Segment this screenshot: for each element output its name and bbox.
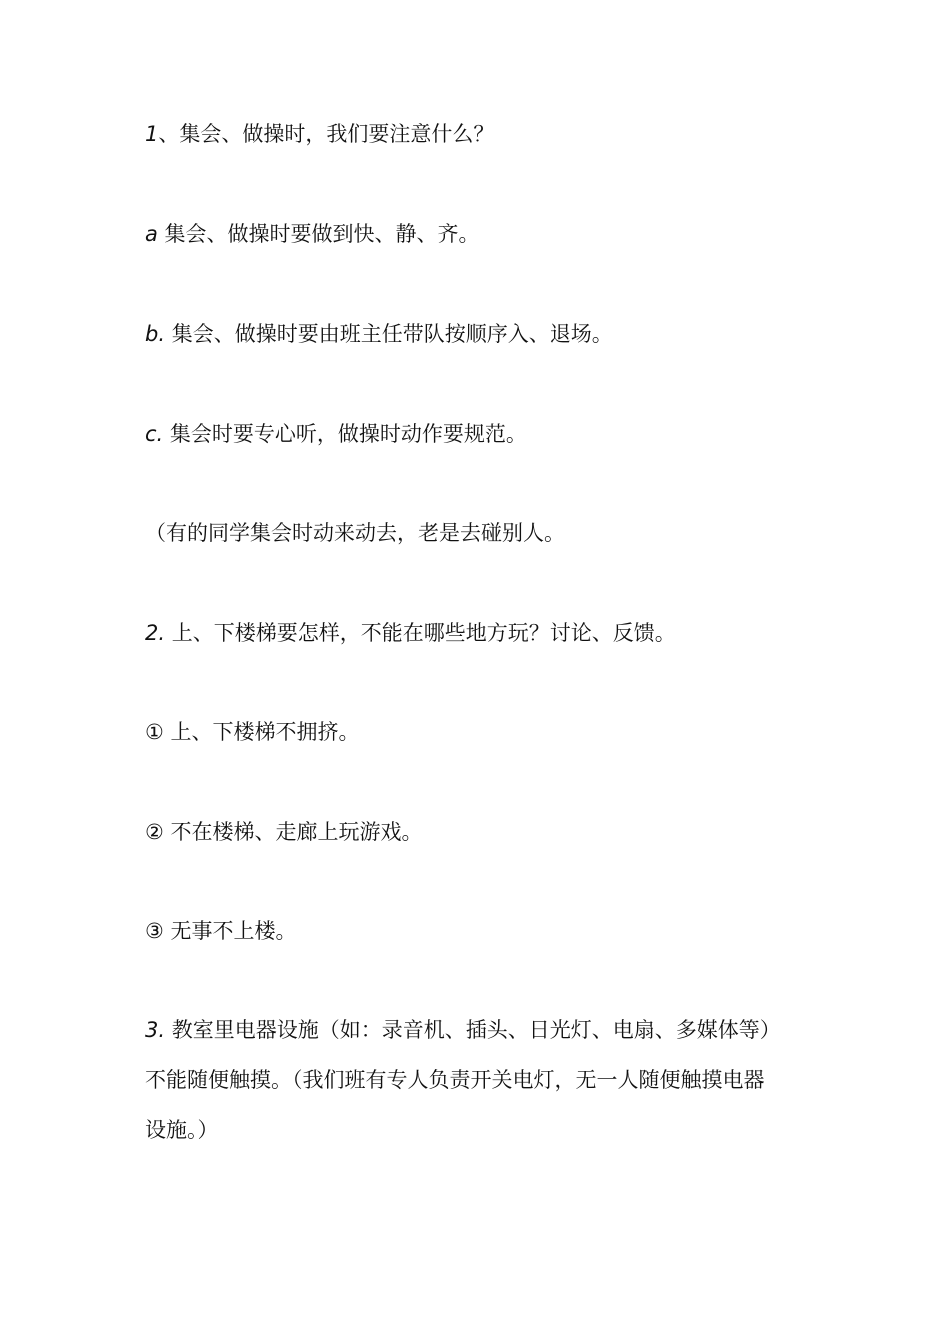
question-2 xyxy=(145,609,845,657)
question-1 xyxy=(145,110,845,158)
answer-b xyxy=(145,310,845,358)
paragraph-line-1 xyxy=(145,1005,845,1055)
list-marker: a xyxy=(145,222,158,246)
line-text: 集会、做操时要做到快、静、齐。 xyxy=(157,222,480,246)
question-3 xyxy=(145,1005,845,1155)
rule-3 xyxy=(145,907,845,955)
line-text: 集会、做操时要由班主任带队按顺序入、退场。 xyxy=(165,322,613,346)
line-text: ③ 无事不上楼。 xyxy=(145,919,297,943)
line-text: ② 不在楼梯、走廊上玩游戏。 xyxy=(145,820,423,844)
list-marker: 2. xyxy=(145,621,166,645)
answer-c xyxy=(145,410,845,458)
line-text: 集会时要专心听，做操时动作要规范。 xyxy=(163,422,527,446)
list-marker: 3. xyxy=(145,1018,166,1042)
paragraph-line-3: 设施。） xyxy=(145,1118,219,1142)
answer-a xyxy=(145,210,845,258)
line-text: （有的同学集会时动来动去，老是去碰别人。 xyxy=(145,521,565,545)
list-marker: b. xyxy=(145,322,166,346)
line-text: ① 上、下楼梯不拥挤。 xyxy=(145,720,360,744)
rule-2 xyxy=(145,808,845,856)
list-marker: 1 xyxy=(145,122,159,146)
line-text: 上、下楼梯要怎样，不能在哪些地方玩？讨论、反馈。 xyxy=(165,621,676,645)
paragraph-line-2: 不能随便触摸。（我们班有专人负责开关电灯，无一人随便触摸电器 xyxy=(145,1068,765,1092)
line-text: 教室里电器设施（如：录音机、插头、日光灯、电扇、多媒体等） xyxy=(165,1018,781,1042)
line-text: 、集会、做操时，我们要注意什么？ xyxy=(158,122,495,146)
note-line xyxy=(145,509,845,557)
list-marker: c. xyxy=(145,422,164,446)
rule-1 xyxy=(145,708,845,756)
